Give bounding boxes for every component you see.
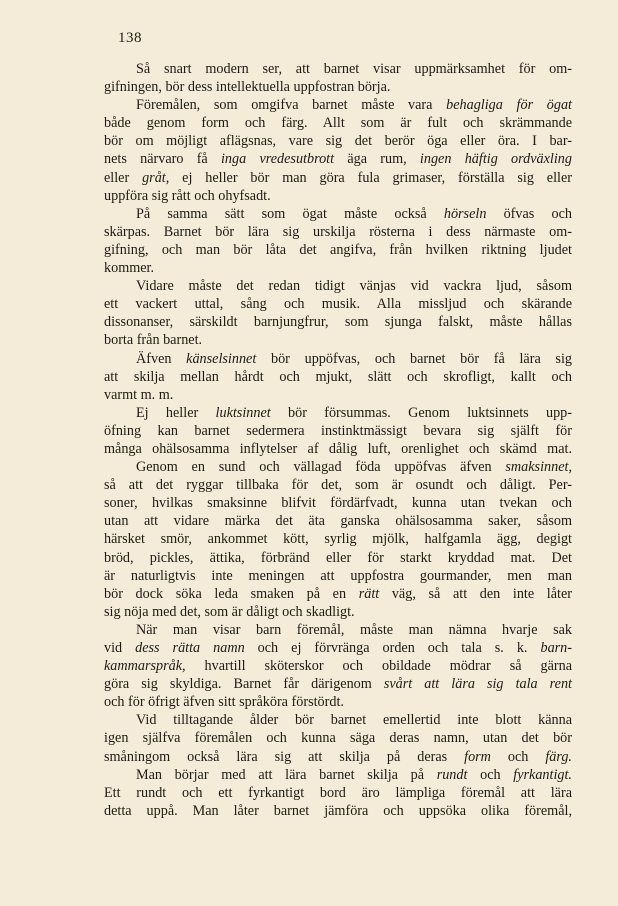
text-line [104, 675, 572, 693]
text-line [104, 476, 572, 494]
text-run: utan att vidare märka det äta ganska ohälsosamma saker, såsom [104, 513, 572, 530]
text-line [104, 621, 572, 639]
text-run: varmt m. m. [104, 386, 174, 403]
text-line [104, 494, 572, 512]
text-run: detta uppå. Man låter barnet jämföra och uppsöka olika föremål, [104, 802, 572, 819]
italic-text: gråt, [142, 169, 170, 186]
italic-text: form [464, 748, 491, 765]
italic-text: inga vredesutbrott [220, 151, 335, 168]
text-line [104, 603, 572, 621]
text-line [104, 223, 572, 241]
text-line [104, 766, 572, 784]
italic-text: hörseln [443, 205, 487, 222]
text-line [104, 748, 572, 766]
italic-text: rätt [358, 585, 380, 602]
text-line [104, 530, 572, 548]
text-run: hvartill sköterskor och obildade mödrar så gärna [185, 658, 572, 675]
text-run: gifning, och man bör låta det angifva, från hvilken riktning ljudet [104, 241, 572, 258]
text-run: öfvas och [486, 205, 572, 222]
text-run: vid [104, 640, 136, 656]
text-run: att skilja mellan hårdt och mjukt, slätt och skrofligt, kallt och [104, 368, 572, 385]
text-run: både genom form och färg. Allt som är fult och skrämmande [104, 115, 572, 132]
text-line [104, 96, 572, 114]
text-run: bör dock söka leda smaken på en [104, 585, 359, 602]
text-line [104, 368, 572, 386]
text-run: Föremålen, som omgifva barnet måste vara [136, 97, 447, 114]
text-line [104, 132, 572, 150]
text-line [104, 585, 572, 603]
text-run: dissonanser, särskildt barnjungfrur, som sjunga falskt, måste hållas [104, 314, 572, 331]
italic-text: ingen häftig ordväxling [419, 151, 572, 168]
text-line [104, 693, 572, 711]
text-line [104, 313, 572, 331]
text-line [104, 711, 572, 729]
text-line [104, 404, 572, 422]
text-line [104, 639, 572, 657]
text-run: bör försummas. Genom luktsinnets upp- [270, 404, 573, 421]
text-run: nets närvaro få [104, 151, 221, 168]
italic-text: svårt att lära sig tala rent [383, 676, 573, 693]
text-run: soner, hvilkas smaksinne blifvit fördärfvadt, kunna utan tvekan och [104, 495, 572, 512]
text-run: öfning kan barnet sedermera instinktmässigt bevara sig själft för [104, 422, 572, 439]
italic-text: dess rätta namn [135, 640, 245, 656]
text-line [104, 150, 572, 168]
italic-text: fyrkantigt. [513, 766, 572, 783]
text-run: Vid tilltagande ålder bör barnet emellertid inte blott känna [136, 712, 572, 729]
italic-text: barn- [540, 640, 572, 656]
text-run: Äfven [136, 350, 187, 367]
text-line [104, 440, 572, 458]
text-line [104, 657, 572, 675]
text-line [104, 512, 572, 530]
text-run: många ohälsosamma inflytelser af dålig luft, orenlighet och skämd mat. [104, 440, 572, 457]
text-line [104, 277, 572, 295]
text-run: ett vackert uttal, sång och musik. Alla missljud och skärande [104, 296, 572, 313]
text-run: göra sig skyldiga. Barnet får därigenom [104, 676, 384, 693]
text-line [104, 784, 572, 802]
text-line [104, 259, 572, 277]
text-line [104, 78, 572, 96]
text-run: Genom en sund och vällagad föda uppöfvas äfven [136, 459, 506, 476]
italic-text: känselsinnet [186, 350, 257, 367]
text-run: Vidare måste det redan tidigt vänjas vid vackra ljud, såsom [136, 278, 572, 295]
body-text [104, 60, 572, 820]
text-run: och för öfrigt äfven sitt språköra förstördt. [104, 694, 344, 711]
text-run: småningom också lära sig att skilja på deras [104, 748, 465, 765]
text-run: gifningen, bör dess intellektuella uppfostran börja. [104, 79, 391, 96]
italic-text: kammarspråk, [104, 658, 186, 675]
text-run: Ett rundt och ett fyrkantigt bord äro lämpliga föremål att lära [104, 784, 572, 801]
text-run: så att det ryggar tillbaka för det, som är osundt och dåligt. Per- [104, 477, 572, 494]
text-run: bröd, pickles, ättika, förbränd eller för starkt kryddad mat. Det [104, 549, 572, 566]
text-run: och [467, 766, 514, 783]
text-run: är naturligtvis inte meningen att uppfostra gourmander, men man [104, 567, 572, 584]
text-run: borta från barnet. [104, 332, 203, 349]
text-run: och ej förvränga orden och tala s. k. [244, 640, 541, 656]
italic-text: luktsinnet [215, 404, 271, 421]
text-run: igen själfva föremålen och kunna säga deras namn, utan det bör [104, 730, 572, 747]
text-line [104, 205, 572, 223]
text-line [104, 729, 572, 747]
text-run: Man börjar med att lära barnet skilja på [136, 766, 437, 783]
text-line [104, 567, 572, 585]
text-line [104, 549, 572, 567]
page-number: 138 [118, 30, 142, 46]
text-line [104, 331, 572, 349]
italic-text: smaksinnet, [505, 459, 572, 476]
text-line [104, 241, 572, 259]
text-run: När man visar barn föremål, måste man nämna hvarje sak [136, 621, 572, 638]
text-run: uppföra sig rått och ohyfsadt. [104, 187, 271, 204]
text-run: skärpas. Barnet bör lära sig urskilja rösterna i dess närmaste om- [104, 223, 572, 240]
text-line [104, 187, 572, 205]
text-line [104, 386, 572, 404]
text-run: ej heller bör man göra fula grimaser, förställa sig eller [169, 169, 572, 186]
text-run: väg, så att den inte låter [379, 585, 573, 602]
text-line [104, 169, 572, 187]
text-line [104, 802, 572, 820]
text-run: På samma sätt som ögat måste också [136, 205, 444, 222]
text-run: bör uppöfvas, och barnet bör få lära sig [256, 350, 572, 367]
text-run: bör om möjligt aflägsnas, vare sig det berör öga eller öra. I bar- [104, 133, 572, 150]
text-line [104, 295, 572, 313]
text-run: eller [104, 169, 143, 186]
text-line [104, 114, 572, 132]
italic-text: rundt [436, 766, 468, 783]
text-line [104, 422, 572, 440]
text-run: sig nöja med det, som är dåligt och skadligt. [104, 603, 355, 620]
text-line [104, 458, 572, 476]
italic-text: behagliga för ögat [446, 97, 572, 114]
text-run: kommer. [104, 260, 155, 277]
italic-text: färg. [545, 748, 572, 765]
text-run: Så snart modern ser, att barnet visar uppmärksamhet för om- [136, 61, 572, 77]
text-line [104, 350, 572, 368]
text-run: och [490, 748, 546, 765]
text-run: äga rum, [334, 151, 420, 168]
text-line [104, 60, 572, 78]
text-run: härsket smör, ankommet kött, syrlig mjölk, halfgamla ägg, degigt [104, 531, 572, 548]
text-run: Ej heller [136, 404, 216, 421]
